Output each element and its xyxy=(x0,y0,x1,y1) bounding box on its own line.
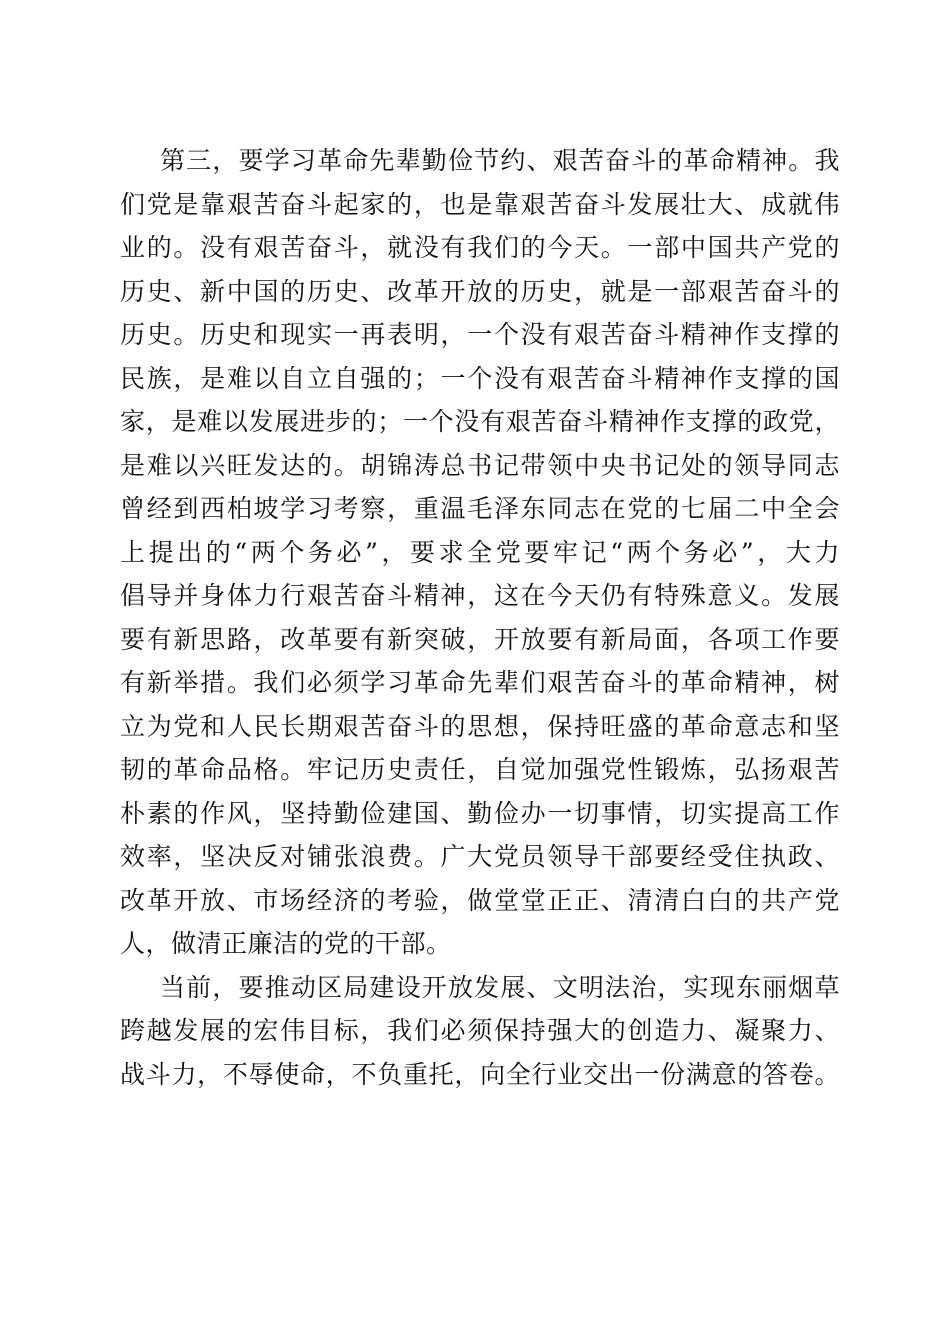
paragraph-line: 家，是难以发展进步的；一个没有艰苦奋斗精神作支撑的政党， xyxy=(120,407,840,436)
paragraph-line: 人，做清正廉洁的党的干部。 xyxy=(120,929,452,958)
paragraph-1 xyxy=(120,139,840,966)
paragraph-line: 当前，要推动区局建设开放发展、文明法治，实现东丽烟草 xyxy=(160,972,840,1002)
paragraph-line: 朴素的作风，坚持勤俭建国、勤俭办一切事情，切实提高工作 xyxy=(120,798,840,828)
paragraph-line: 改革开放、市场经济的考验，做堂堂正正、清清白白的共产党 xyxy=(120,885,840,915)
paragraph-line: 倡导并身体力行艰苦奋斗精神，这在今天仍有特殊意义。发展 xyxy=(120,581,840,610)
paragraph-line: 上提出的“两个务必”，要求全党要牢记“两个务必”，大力 xyxy=(120,537,840,567)
paragraph-line: 民族，是难以自立自强的；一个没有艰苦奋斗精神作支撑的国 xyxy=(120,363,840,393)
paragraph-line: 曾经到西柏坡学习考察，重温毛泽东同志在党的七届二中全会 xyxy=(120,494,840,523)
paragraph-line: 立为党和人民长期艰苦奋斗的思想，保持旺盛的革命意志和坚 xyxy=(120,711,840,741)
paragraph-line: 效率，坚决反对铺张浪费。广大党员领导干部要经受住执政、 xyxy=(120,842,840,871)
paragraph-line: 历史、新中国的历史、改革开放的历史，就是一部艰苦奋斗的 xyxy=(120,276,840,306)
body-text xyxy=(120,139,840,1096)
paragraph-line: 是难以兴旺发达的。胡锦涛总书记带领中央书记处的领导同志 xyxy=(120,450,840,480)
paragraph-line: 业的。没有艰苦奋斗，就没有我们的今天。一部中国共产党的 xyxy=(120,233,840,262)
paragraph-line: 战斗力，不辱使命，不负重托，向全行业交出一份满意的答卷。 xyxy=(120,1059,840,1089)
paragraph-line: 有新举措。我们必须学习革命先辈们艰苦奋斗的革命精神，树 xyxy=(120,668,840,697)
paragraph-2 xyxy=(120,966,840,1097)
paragraph-line: 第三，要学习革命先辈勤俭节约、艰苦奋斗的革命精神。我 xyxy=(160,146,840,175)
paragraph-line: 跨越发展的宏伟目标，我们必须保持强大的创造力、凝聚力、 xyxy=(120,1016,840,1045)
paragraph-line: 韧的革命品格。牢记历史责任，自觉加强党性锻炼，弘扬艰苦 xyxy=(120,755,840,784)
paragraph-line: 要有新思路，改革要有新突破，开放要有新局面，各项工作要 xyxy=(120,624,840,654)
paragraph-line: 们党是靠艰苦奋斗起家的，也是靠艰苦奋斗发展壮大、成就伟 xyxy=(120,189,840,219)
paragraph-line: 历史。历史和现实一再表明，一个没有艰苦奋斗精神作支撑的 xyxy=(120,320,840,349)
